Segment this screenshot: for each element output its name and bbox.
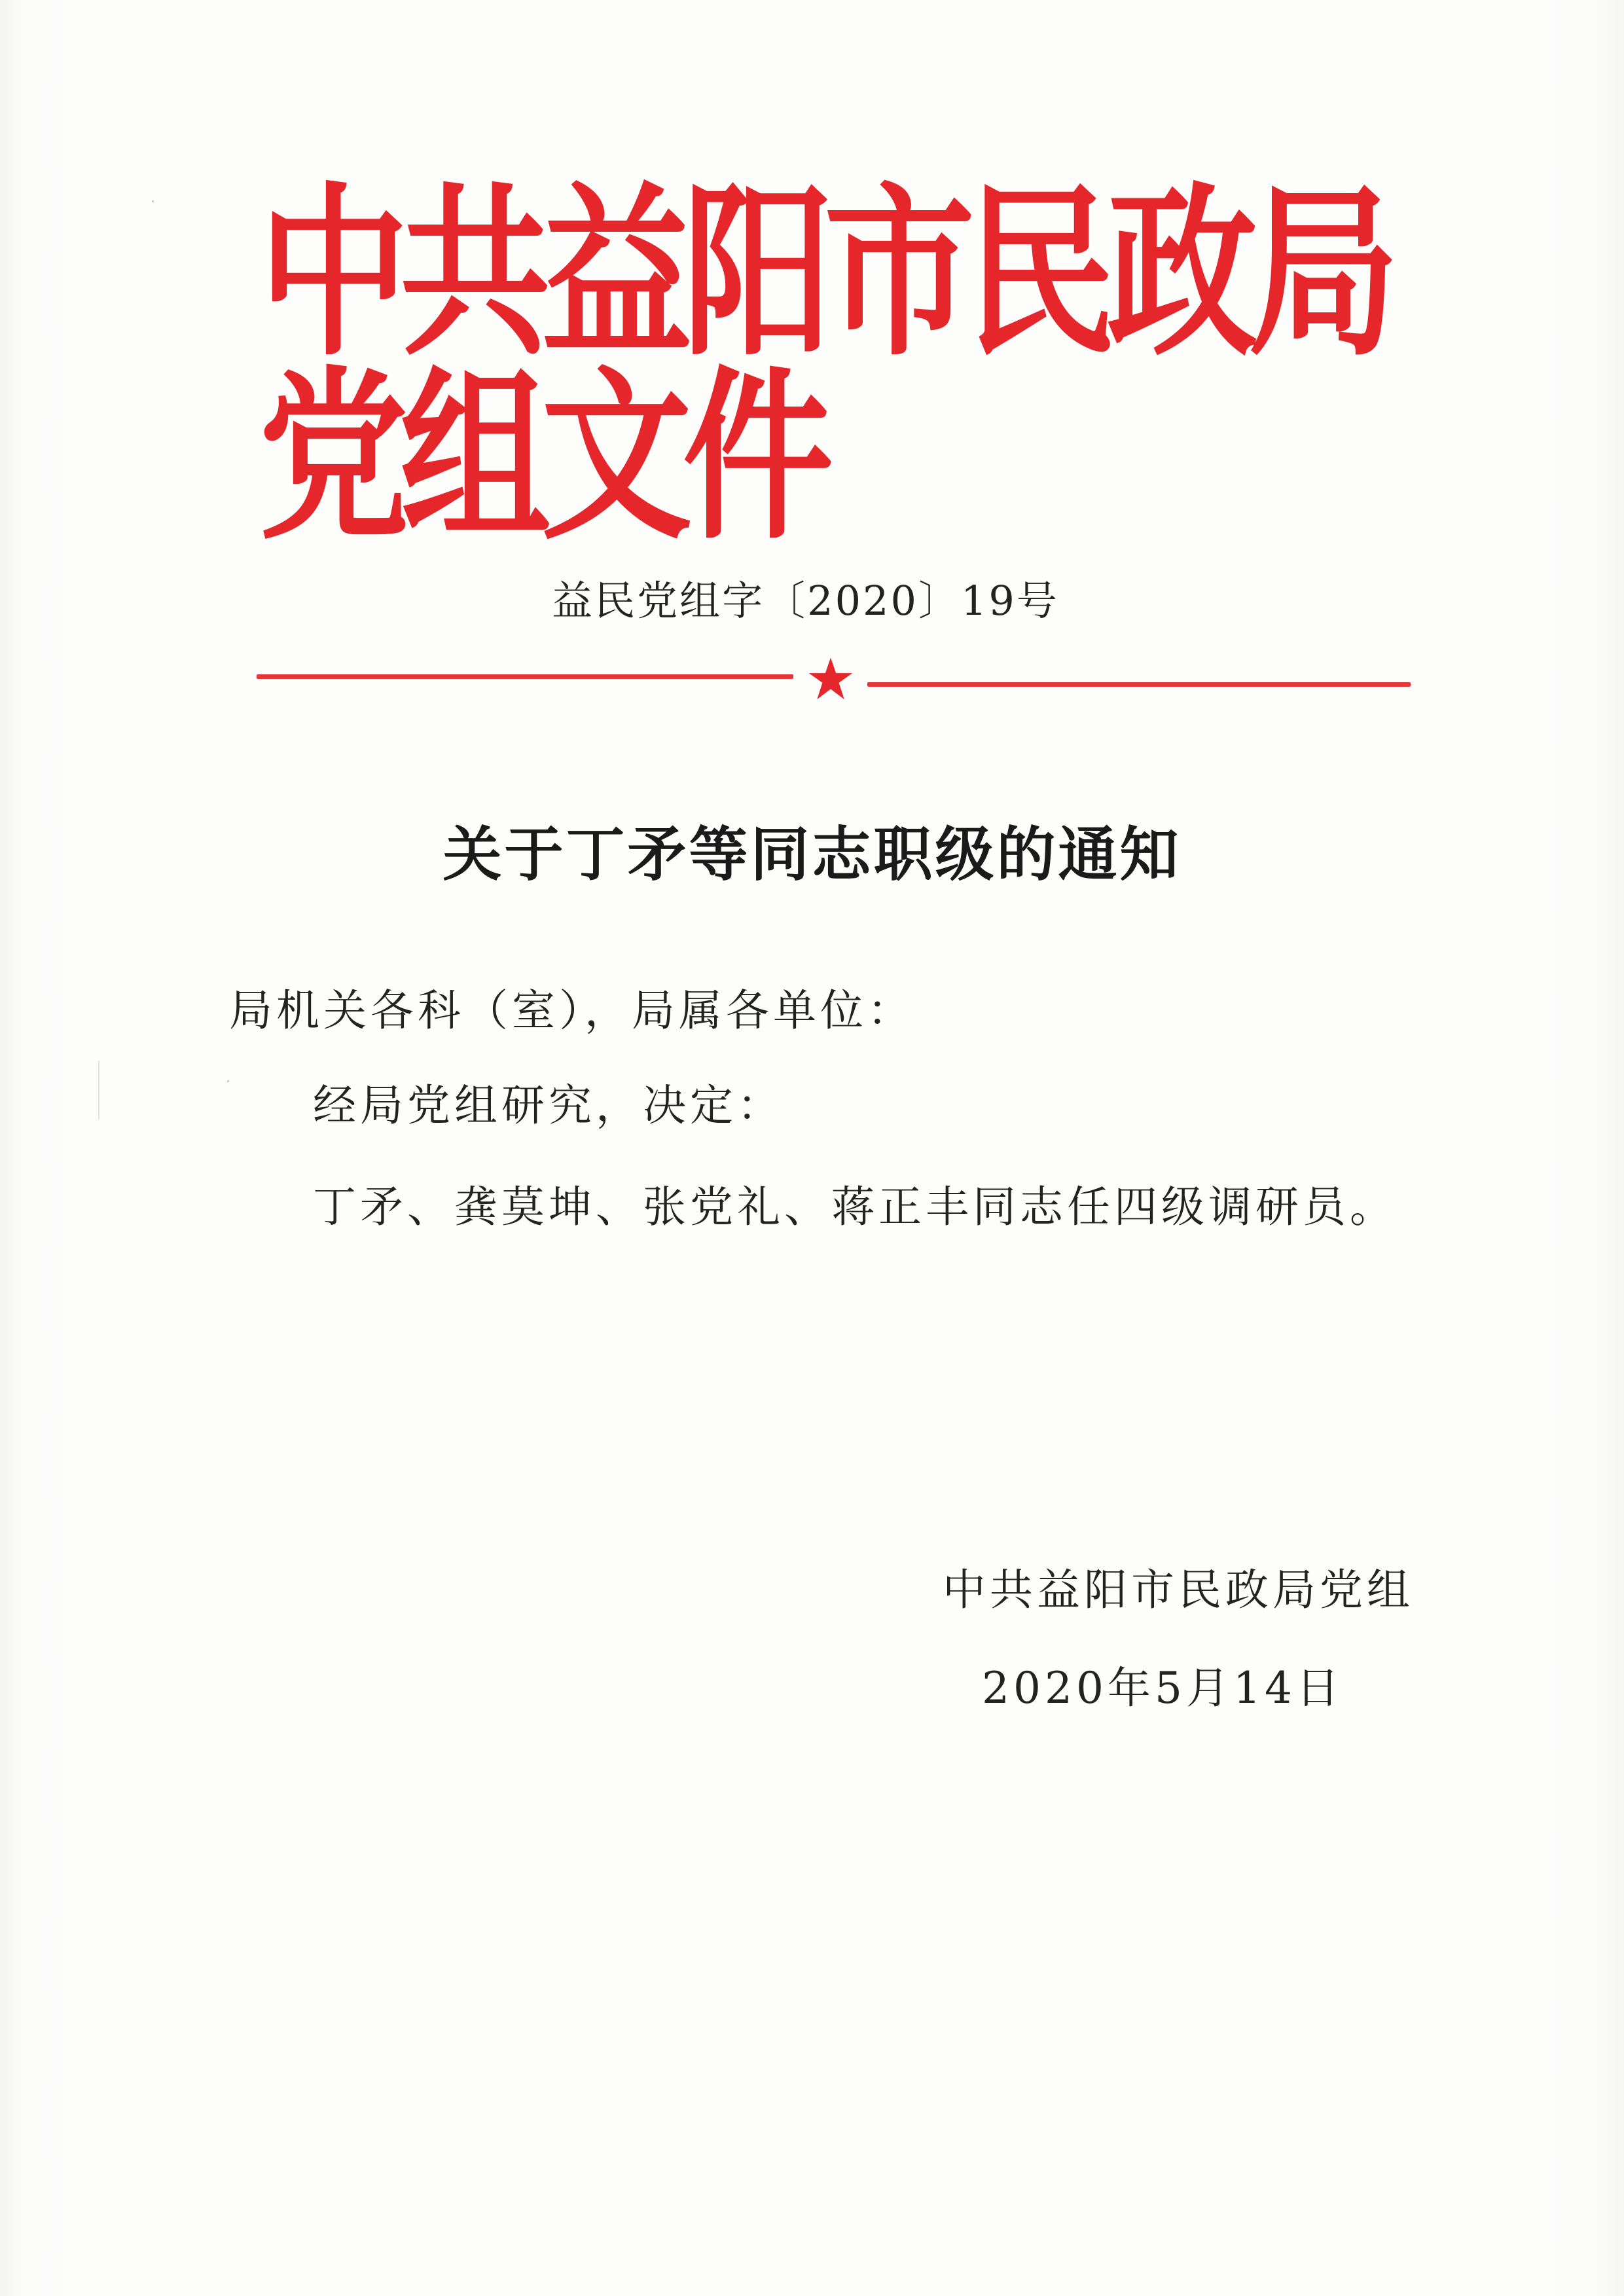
decision-intro: 经局党组研究，决定： (313, 1080, 784, 1131)
scan-speck (152, 200, 154, 202)
masthead-text: 中共益阳市民政局党组文件 (259, 168, 1390, 565)
red-rule-right (867, 682, 1411, 687)
salutation: 局机关各科（室），局属各单位： (229, 985, 914, 1036)
document-masthead (259, 168, 1424, 565)
scan-speck (227, 1080, 229, 1082)
appointment-text: 丁矛、龚莫坤、张党礼、蒋正丰同志任四级调研员。 (313, 1182, 1397, 1232)
document-number: 益民党组字〔2020〕19号 (552, 577, 1059, 625)
notice-title: 关于丁矛等同志职级的通知 (442, 820, 1182, 889)
red-rule-left (257, 674, 793, 679)
signature-date: 2020年5月14日 (982, 1663, 1343, 1713)
scan-line (98, 1061, 99, 1120)
signature-organization: 中共益阳市民政局党组 (943, 1565, 1414, 1615)
star-icon (806, 655, 855, 703)
